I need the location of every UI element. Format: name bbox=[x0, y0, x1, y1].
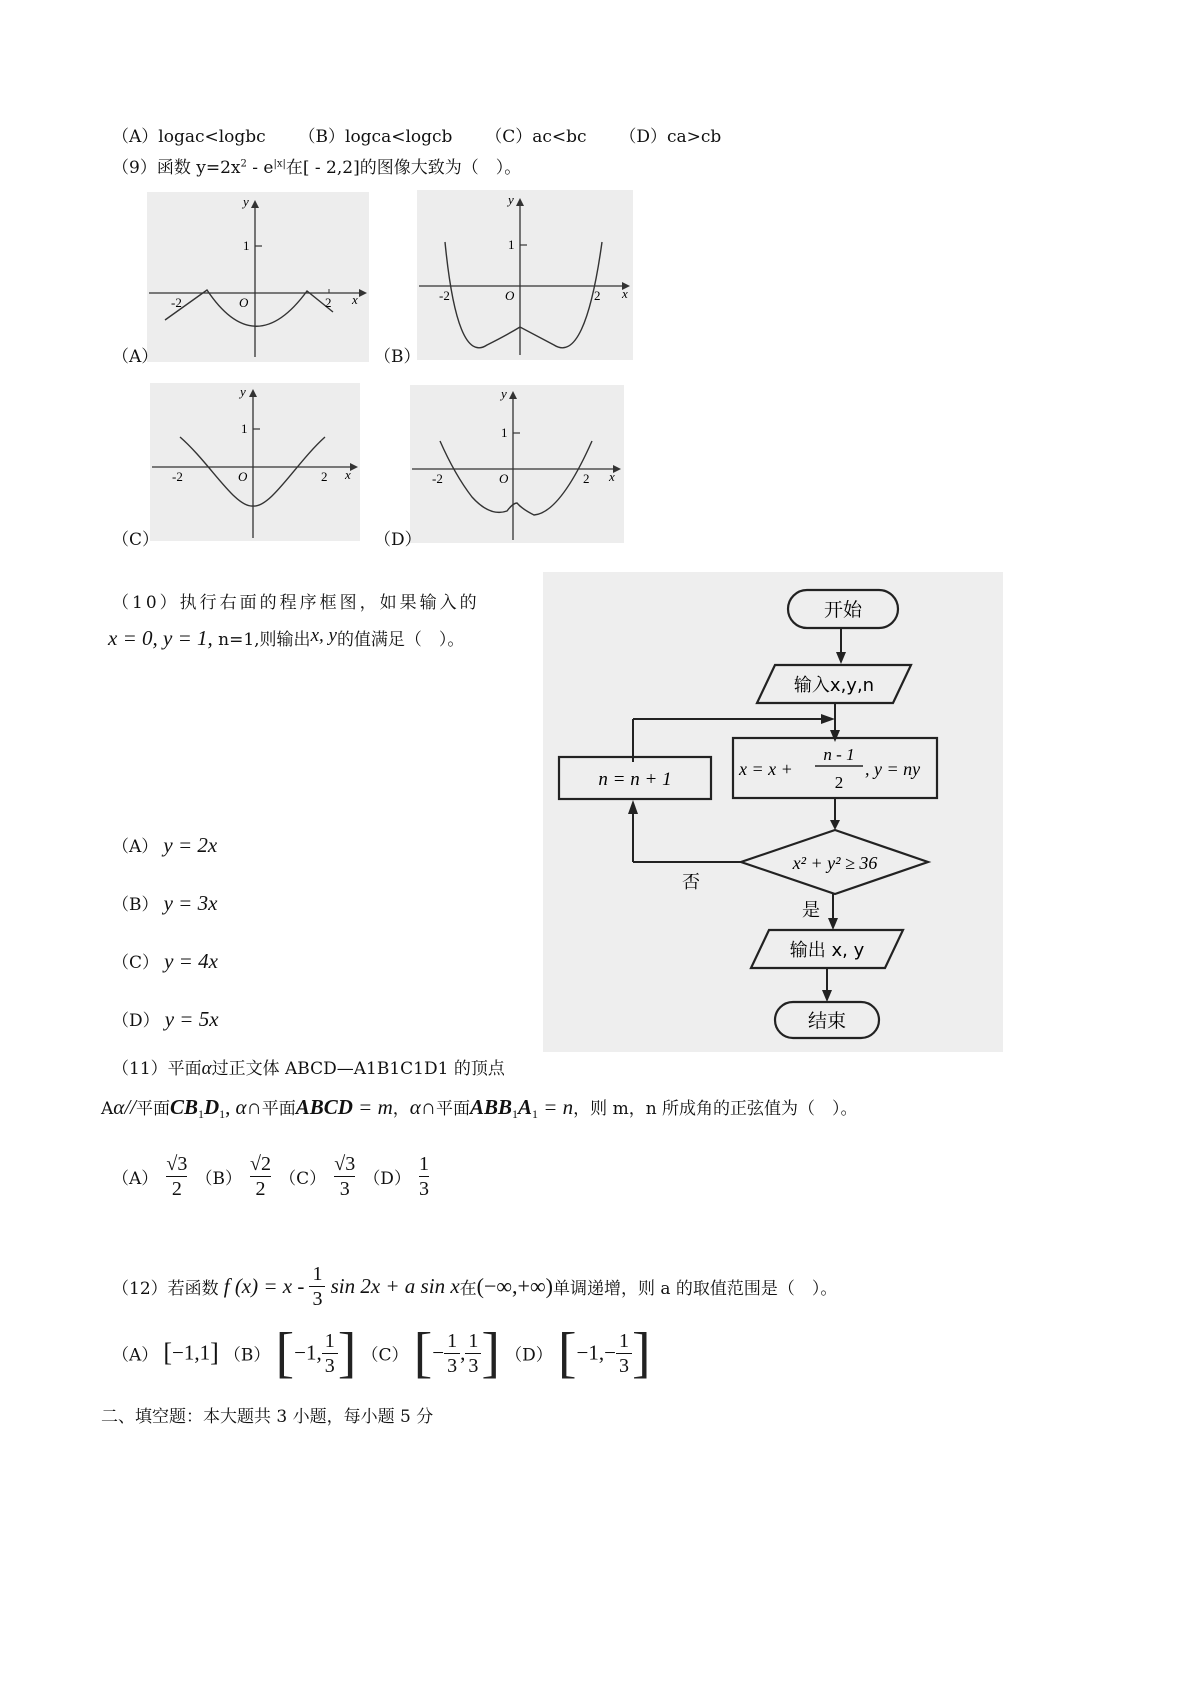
q11-line1 bbox=[112, 1054, 505, 1080]
q10-line1: （10）执行右面的程序框图，如果输入的 bbox=[112, 593, 480, 613]
q12-prefix: （12）若函数 bbox=[112, 1279, 219, 1299]
q10-line2-tail: 的值满足（ ）。 bbox=[336, 630, 465, 650]
q9-graph-d bbox=[410, 385, 624, 543]
fc-condition-text: x² + y² ≥ 36 bbox=[792, 853, 878, 873]
q9-question bbox=[112, 153, 521, 178]
q11-line1-prefix: （11）平面 bbox=[112, 1059, 202, 1079]
q9-label-d: （D） bbox=[374, 530, 422, 550]
q9d-origin: O bbox=[499, 471, 509, 486]
q11-option-a-label: （A） bbox=[112, 1169, 159, 1189]
q8-option-d: （D）ca>cb bbox=[619, 127, 722, 147]
fc-yes-label: 是 bbox=[802, 900, 820, 921]
q10-option-a: （A） y = 2x bbox=[112, 833, 218, 857]
q11-option-d-value: $\frac{1}{3}$ bbox=[419, 1153, 430, 1200]
q9d-tick-1: 1 bbox=[501, 425, 508, 440]
q12-option-b-label: （B） bbox=[223, 1345, 271, 1366]
q12-option-d-pre: −1,− bbox=[576, 1340, 616, 1365]
q9-text-prefix: （9）函数 y=2x bbox=[112, 158, 241, 178]
q9a-tick-neg2: -2 bbox=[171, 295, 182, 310]
fc-assign-left: x = x + bbox=[739, 759, 793, 779]
section-2-title: 二、填空题：本大题共 3 小题，每小题 5 分 bbox=[101, 1407, 434, 1427]
fc-end-text: 结束 bbox=[807, 1010, 847, 1032]
q9b-y-label: y bbox=[508, 192, 514, 207]
q12-options: （A） [−1,1] （B） [−1, $\frac{1}{3}$ ] （C） [− $\frac{1}{3}$ , $\frac{1}{3}$ ] （D） [−1,− $\frac{1}{3}$ ] bbox=[112, 1322, 651, 1384]
q10-input-values: x = 0, y = 1, bbox=[108, 626, 213, 650]
q9a-origin: O bbox=[239, 295, 249, 310]
q12-in: 在 bbox=[459, 1279, 477, 1299]
q11-option-b-label: （B） bbox=[195, 1169, 242, 1189]
q10-line2 bbox=[108, 625, 464, 651]
q12-option-b-pre: −1, bbox=[294, 1340, 322, 1365]
q9d-x-label: x bbox=[609, 469, 615, 484]
q11-option-c-label: （C） bbox=[279, 1169, 327, 1189]
q9c-origin: O bbox=[238, 469, 248, 484]
q9-text-suffix: 在[ - 2,2]的图像大致为（ ）。 bbox=[285, 158, 522, 178]
q11-alpha: α bbox=[201, 1058, 212, 1079]
q12-option-a-label: （A） bbox=[112, 1345, 159, 1366]
fc-output-text: 输出 x, y bbox=[789, 940, 865, 961]
q11-options bbox=[112, 1152, 432, 1201]
q12-option-d-label: （D） bbox=[505, 1345, 553, 1366]
q9c-tick-neg2: -2 bbox=[172, 469, 183, 484]
q8-option-c: （C）ac<bc bbox=[485, 127, 587, 147]
q12-option-c-pre: − bbox=[432, 1340, 445, 1365]
q12-interval: (−∞,+∞) bbox=[476, 1273, 553, 1299]
q9b-curve bbox=[445, 242, 602, 348]
q9-label-a: （A） bbox=[112, 347, 159, 367]
fc-assign-right: , y = ny bbox=[865, 759, 921, 779]
q9-graph-a bbox=[147, 192, 369, 362]
q10-option-b: （B） y = 3x bbox=[112, 891, 218, 915]
q11-option-c-value: $\frac{√3}{3}$ bbox=[334, 1153, 356, 1200]
q8-option-b: （B）logca<logcb bbox=[298, 127, 453, 147]
q9d-tick-2: 2 bbox=[583, 471, 590, 486]
fc-input-text: 输入x,y,n bbox=[793, 675, 875, 696]
q9b-tick-1: 1 bbox=[508, 237, 515, 252]
q9-label-b: （B） bbox=[374, 347, 421, 367]
q9-graph-b bbox=[417, 190, 633, 360]
q12-f-right: sin 2x + a sin x bbox=[330, 1274, 460, 1298]
q9c-tick-1: 1 bbox=[241, 421, 248, 436]
q9a-y-arrow bbox=[251, 200, 259, 208]
q9-exp-absx: |x| bbox=[273, 158, 286, 170]
q9d-y-label: y bbox=[501, 386, 507, 401]
q10-xy: x, y bbox=[310, 625, 337, 646]
q9-exp-2: 2 bbox=[240, 158, 247, 170]
q9-label-c: （C） bbox=[112, 530, 160, 550]
q12-option-a-value: −1,1 bbox=[172, 1340, 211, 1365]
q11-line1-tail: 过正文体 ABCD—A1B1C1D1 的顶点 bbox=[211, 1059, 505, 1079]
q9d-curve bbox=[440, 441, 592, 515]
fc-no-label: 否 bbox=[682, 872, 700, 893]
q11-option-a-value: $\frac{√3}{2}$ bbox=[166, 1153, 188, 1200]
fc-assign-num: n - 1 bbox=[823, 745, 855, 764]
q10-flowchart bbox=[543, 572, 1003, 1052]
q9b-tick-neg2: -2 bbox=[439, 288, 450, 303]
q12-question bbox=[112, 1262, 837, 1311]
q9a-tick-2: 2 bbox=[325, 295, 332, 310]
q10-line2-mid: n=1,则输出 bbox=[212, 630, 311, 650]
q9a-tick-1: 1 bbox=[243, 238, 250, 253]
q11-option-b-value: $\frac{√2}{2}$ bbox=[250, 1153, 272, 1200]
fc-increment-text: n = n + 1 bbox=[598, 769, 672, 790]
fc-assign-den: 2 bbox=[834, 773, 844, 792]
q9-graph-c bbox=[150, 383, 360, 541]
q9a-x-label: x bbox=[352, 292, 358, 307]
q9b-tick-2: 2 bbox=[594, 288, 601, 303]
q9b-origin: O bbox=[505, 288, 515, 303]
q9c-y-label: y bbox=[240, 384, 246, 399]
q9c-x-label: x bbox=[345, 467, 351, 482]
q12-frac: $\frac{1}{3}$ bbox=[309, 1262, 325, 1311]
q9c-tick-2: 2 bbox=[321, 469, 328, 484]
q9b-x-label: x bbox=[622, 286, 628, 301]
q10-option-c: （C） y = 4x bbox=[112, 949, 218, 973]
q8-option-a: （A）logac<logbc bbox=[112, 127, 266, 147]
q9d-tick-neg2: -2 bbox=[432, 471, 443, 486]
q12-option-c-label: （C） bbox=[361, 1345, 409, 1366]
q9-text-middle: - e bbox=[246, 158, 274, 178]
q12-tail: 单调递增，则 a 的取值范围是（ ）。 bbox=[552, 1279, 838, 1299]
fc-start-text: 开始 bbox=[823, 599, 863, 621]
q11-line2: Aα//平面$CB_1D_1$, α∩平面ABCD = m，α∩平面$ABB_1A_1 = n$，则 m，n 所成角的正弦值为（ ）。 bbox=[101, 1095, 858, 1122]
q9a-x-arrow bbox=[359, 289, 367, 297]
q12-f-left: f (x) = x - bbox=[223, 1274, 305, 1298]
q9a-curve bbox=[165, 290, 333, 326]
q9a-y-label: y bbox=[243, 194, 249, 209]
q11-option-d-label: （D） bbox=[363, 1169, 411, 1189]
q8-options bbox=[112, 122, 721, 147]
q10-option-d: （D） y = 5x bbox=[112, 1007, 219, 1031]
